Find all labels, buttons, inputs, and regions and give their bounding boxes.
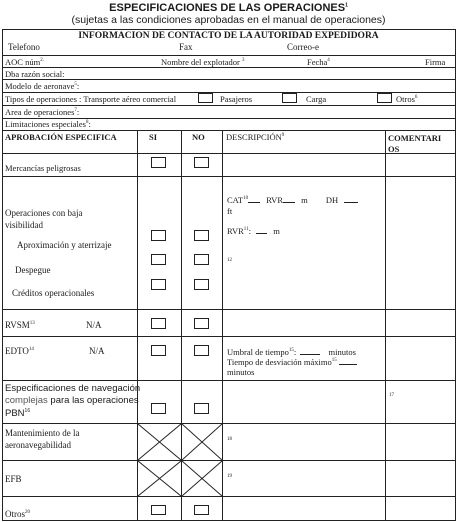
maintenance-no-crossed (182, 424, 222, 460)
edto-yes-checkbox[interactable] (151, 345, 166, 356)
limitations-label: Limitaciones especiales$^8$: (5, 119, 91, 129)
pbn-no-checkbox[interactable] (194, 403, 209, 414)
passengers-label: Pasajeros (220, 94, 253, 104)
operator-label: Nombre del explotador $^3$ (161, 57, 245, 67)
comments-header: COMENTARI OS (388, 133, 442, 154)
aircraft-model-label: Modelo de aeronave$^5$: (5, 81, 80, 91)
edto-label: EDTO$^{14}$ (5, 346, 34, 356)
page-subtitle: (sujetas a las condiciones aprobadas en el manual de operaciones) (71, 14, 386, 26)
page-title: ESPECIFICACIONES DE LAS OPERACIONES$^1$ (109, 2, 348, 14)
approach-no-checkbox[interactable] (194, 230, 209, 241)
rvsm-na: N/A (86, 320, 102, 330)
minutes-2: minutos (227, 367, 255, 377)
rvsm-yes-checkbox[interactable] (151, 318, 166, 329)
maintenance-note: 18 (227, 437, 232, 442)
description-header: DESCRIPCIÓN$^9$ (226, 132, 285, 142)
credits-yes-checkbox[interactable] (151, 279, 166, 290)
no-header: NO (192, 132, 205, 142)
pbn-label: Especificaciones de navegación complejas para las operaciones PBN$^{16}$ (5, 383, 141, 420)
area-label: Area de operaciones$^7$: (5, 107, 80, 117)
low-visibility-note: 12 (227, 258, 232, 263)
others-checkbox[interactable] (377, 93, 392, 103)
approval-header: APROBACIÓN ESPECIFICA (5, 132, 117, 142)
edto-na: N/A (89, 346, 105, 356)
date-label: Fecha$^4$ (307, 57, 330, 67)
cat-rvr-dh-line: CAT$^{10}$ RVR m DH (227, 196, 358, 205)
efb-label: EFB (5, 474, 22, 484)
operation-types-label: Tipos de operaciones : Transporte aéreo comercial (5, 94, 177, 104)
max-diversion-line: Tiempo de desviación máximo$^{15}$ (227, 358, 357, 367)
approach-yes-checkbox[interactable] (151, 230, 166, 241)
phone-label: Telefono (8, 42, 40, 52)
others-yes-checkbox[interactable] (151, 505, 166, 515)
others-label: Otros$^6$ (396, 94, 418, 104)
others-row-label: Otros$^{20}$ (5, 509, 30, 519)
passengers-checkbox[interactable] (198, 93, 213, 103)
cargo-label: Carga (306, 94, 327, 104)
takeoff-label: Despegue (15, 265, 51, 275)
efb-no-crossed (182, 461, 222, 496)
pbn-yes-checkbox[interactable] (151, 403, 166, 414)
dangerous-goods-label: Mercancías peligrosas (5, 163, 81, 173)
threshold-line: Umbral de tiempo$^{15}$: minutos (227, 347, 356, 357)
others-no-checkbox[interactable] (194, 505, 209, 515)
rvr2-line: RVR$^{11}$: m (227, 226, 280, 236)
maintenance-yes-crossed (138, 424, 181, 460)
aoc-label: AOC núm$^{2.}$ (5, 57, 44, 67)
credits-label: Créditos operacionales (12, 288, 95, 298)
approach-label: Aproximación y aterrizaje (17, 240, 112, 250)
section-header: INFORMACION DE CONTACTO DE LA AUTORIDAD EXPEDIDORA (78, 31, 379, 41)
efb-yes-crossed (138, 461, 181, 496)
signature-label: Firma (425, 57, 446, 67)
edto-no-checkbox[interactable] (194, 345, 209, 356)
credits-no-checkbox[interactable] (194, 279, 209, 290)
dangerous-goods-no-checkbox[interactable] (194, 157, 209, 168)
efb-note: 19 (227, 474, 232, 479)
email-label: Correo-e (287, 42, 319, 52)
cargo-checkbox[interactable] (282, 93, 297, 103)
dangerous-goods-yes-checkbox[interactable] (151, 157, 166, 168)
ft-unit: ft (227, 206, 233, 216)
takeoff-no-checkbox[interactable] (194, 254, 209, 265)
rvsm-no-checkbox[interactable] (194, 318, 209, 329)
rvsm-label: RVSM$^{13}$ (5, 320, 35, 330)
maintenance-label: Mantenimiento de la aeronavegabilidad (5, 428, 80, 450)
takeoff-yes-checkbox[interactable] (151, 254, 166, 265)
dba-label: Dba razón social: (5, 69, 65, 79)
fax-label: Fax (179, 42, 193, 52)
pbn-comment-note: 17 (389, 393, 394, 398)
yes-header: SI (149, 132, 158, 142)
low-visibility-label: Operaciones con baja visibilidad (5, 208, 83, 230)
